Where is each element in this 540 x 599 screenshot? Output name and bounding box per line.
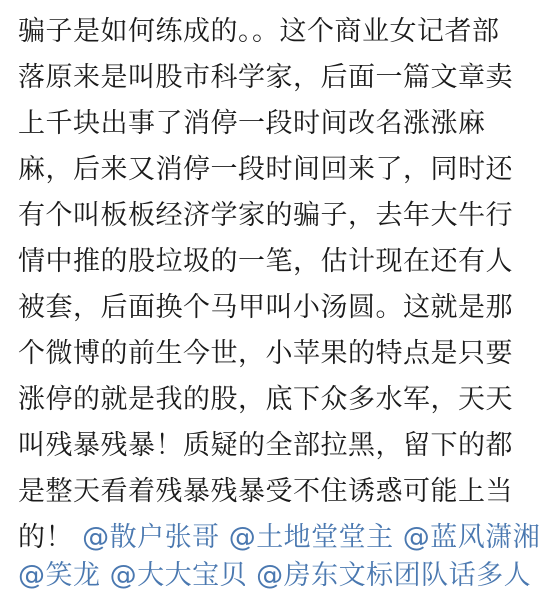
post-text-line: 是整天看着残暴残暴受不住诱惑可能上当 (18, 476, 513, 507)
post-body (18, 0, 540, 599)
post-text-line: 有个叫板板经济学家的骗子，去年大牛行 (18, 200, 513, 231)
post-text-line: 叫残暴残暴！质疑的全部拉黑，留下的都 (18, 430, 513, 461)
post-text-line: 被套，后面换个马甲叫小汤圆。这就是那 (18, 292, 513, 323)
post-text-line: 情中推的股垃圾的一笔，估计现在还有人 (18, 246, 513, 277)
post-text-line: 麻，后来又消停一段时间回来了，同时还 (18, 154, 513, 185)
mention-link-3[interactable]: @蓝风潇湘 (402, 522, 540, 553)
post-text-line: 涨停的就是我的股，底下众多水军，天天 (18, 384, 513, 415)
mention-link-1[interactable]: @散户张哥 (82, 522, 220, 553)
mention-cut-line[interactable]: @笑龙 @大大宝贝 @房东文标团队话多人 (18, 560, 532, 591)
post-text-line: 上千块出事了消停一段时间改名涨涨麻 (18, 108, 486, 139)
post-text-line: 骗子是如何练成的。。这个商业女记者部 (18, 16, 500, 47)
post-text-line: 落原来是叫股市科学家，后面一篇文章卖 (18, 62, 513, 93)
post-text-line: 个微博的前生今世，小苹果的特点是只要 (18, 338, 513, 369)
mention-link-2[interactable]: @土地堂堂主 (228, 522, 394, 553)
post-text-fragment: 的！ (18, 522, 73, 553)
